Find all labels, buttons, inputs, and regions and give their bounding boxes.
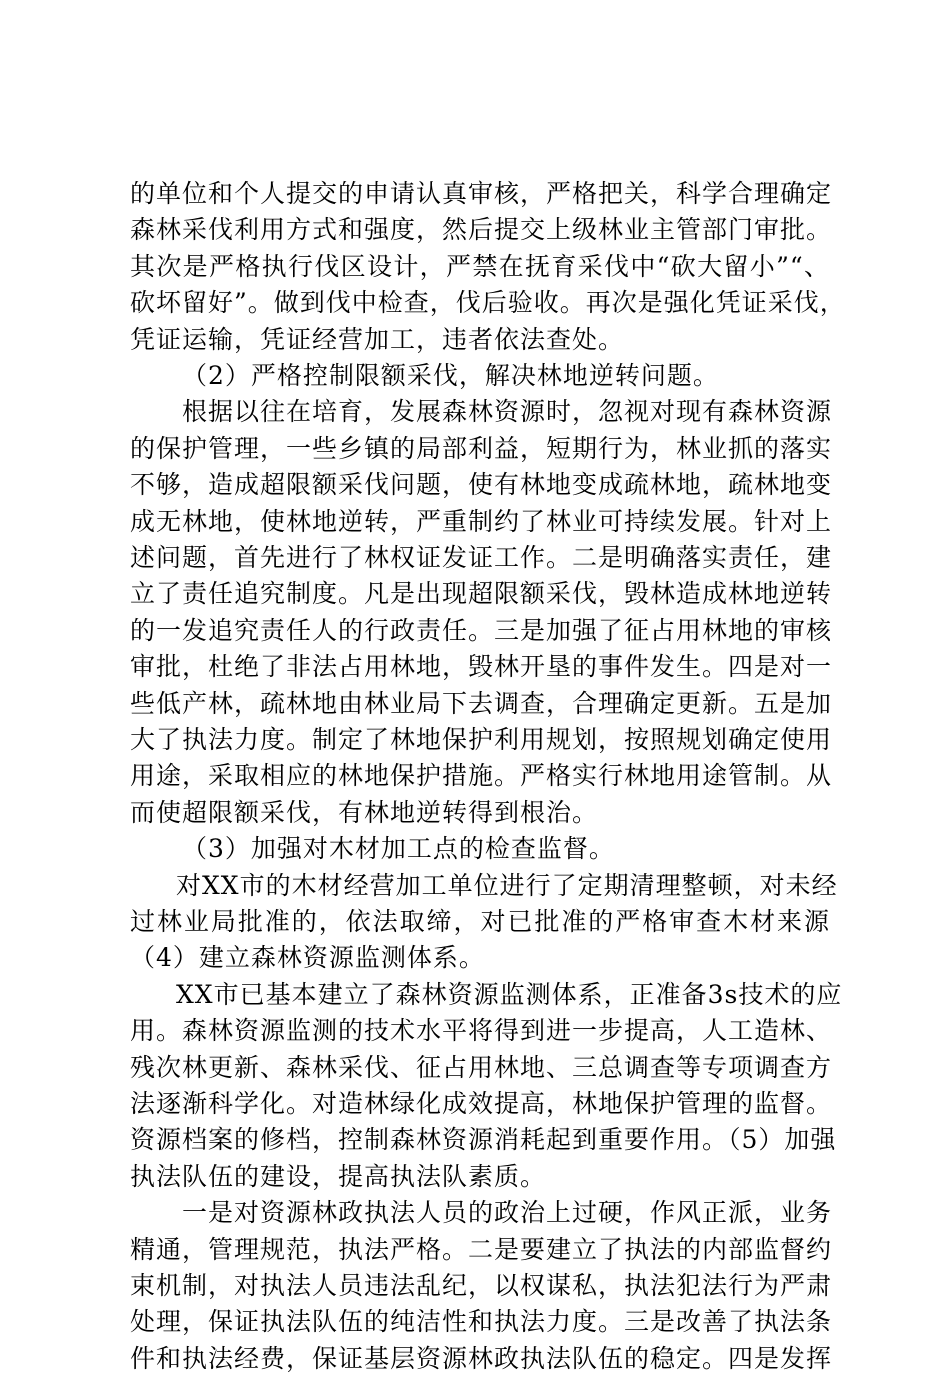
text-line: （3）加强对木材加工点的检查监督。 <box>182 834 615 864</box>
text-line: 凭证运输，凭证经营加工，违者依法查处。 <box>130 324 625 354</box>
text-line: 大了执法力度。制定了林地保护利用规划，按照规划确定使用 <box>130 725 833 754</box>
text-line: 资源档案的修档，控制森林资源消耗起到重要作用。（5）加强 <box>130 1125 837 1155</box>
text-line: 其次是严格执行伐区设计，严禁在抚育采伐中“砍大留小”“、 <box>130 251 830 281</box>
text-line: 用。森林资源监测的技术水平将得到进一步提高，人工造林、 <box>130 1016 833 1046</box>
text-line: 根据以往在培育，发展森林资源时，忽视对现有森林资源 <box>182 397 833 427</box>
text-line: 的单位和个人提交的申请认真审核，严格把关，科学合理确定 <box>130 179 833 208</box>
text-line: 精通，管理规范，执法严格。二是要建立了执法的内部监督约 <box>130 1234 833 1264</box>
text-line: 述问题，首先进行了林权证发证工作。二是明确落实责任，建 <box>130 543 833 572</box>
text-line: XX市已基本建立了森林资源监测体系，正准备3s技术的应 <box>176 979 843 1009</box>
text-line: 执法队伍的建设，提高执法队素质。 <box>130 1161 547 1191</box>
text-line: 一是对资源林政执法人员的政治上过硬，作风正派，业务 <box>182 1198 833 1228</box>
text-line: 砍坏留好”。做到伐中检查，伐后验收。再次是强化凭证采伐， <box>130 288 846 318</box>
text-line: 对XX市的木材经营加工单位进行了定期清理整顿，对未经 <box>176 870 838 900</box>
text-line: 用途，采取相应的林地保护措施。严格实行林地用途管制。从 <box>130 761 833 791</box>
text-line: 立了责任追究制度。凡是出现超限额采伐，毁林造成林地逆转 <box>130 579 833 609</box>
text-line: 残次林更新、森林采伐、征占用林地、三总调查等专项调查方 <box>130 1052 833 1082</box>
text-line: 处理，保证执法队伍的纯洁性和执法力度。三是改善了执法条 <box>130 1307 833 1337</box>
text-line: （4）建立森林资源监测体系。 <box>130 943 485 973</box>
text-line: 成无林地，使林地逆转，严重制约了林业可持续发展。针对上 <box>130 506 833 536</box>
text-line: 的保护管理，一些乡镇的局部利益，短期行为，林业抓的落实 <box>130 433 833 463</box>
text-line: 些低产林，疏林地由林业局下去调查，合理确定更新。五是加 <box>130 688 833 718</box>
text-line: 的一发追究责任人的行政责任。三是加强了征占用林地的审核 <box>130 615 833 645</box>
text-line: 束机制，对执法人员违法乱纪，以权谋私，执法犯法行为严肃 <box>130 1271 833 1300</box>
text-line: 森林采伐利用方式和强度，然后提交上级林业主管部门审批。 <box>130 215 833 245</box>
text-line: 过林业局批准的，依法取缔，对已批准的严格审查木材来源 <box>130 907 830 936</box>
text-line: 法逐渐科学化。对造林绿化成效提高，林地保护管理的监督。 <box>130 1089 833 1118</box>
text-line: （2）严格控制限额采伐，解决林地逆转问题。 <box>182 361 719 390</box>
text-line: 件和执法经费，保证基层资源林政执法队伍的稳定。四是发挥 <box>130 1343 833 1373</box>
text-line: 审批，杜绝了非法占用林地，毁林开垦的事件发生。四是对一 <box>130 652 833 682</box>
text-line: 而使超限额采伐，有林地逆转得到根治。 <box>130 797 599 827</box>
text-line: 不够，造成超限额采伐问题，使有林地变成疏林地，疏林地变 <box>130 470 833 500</box>
